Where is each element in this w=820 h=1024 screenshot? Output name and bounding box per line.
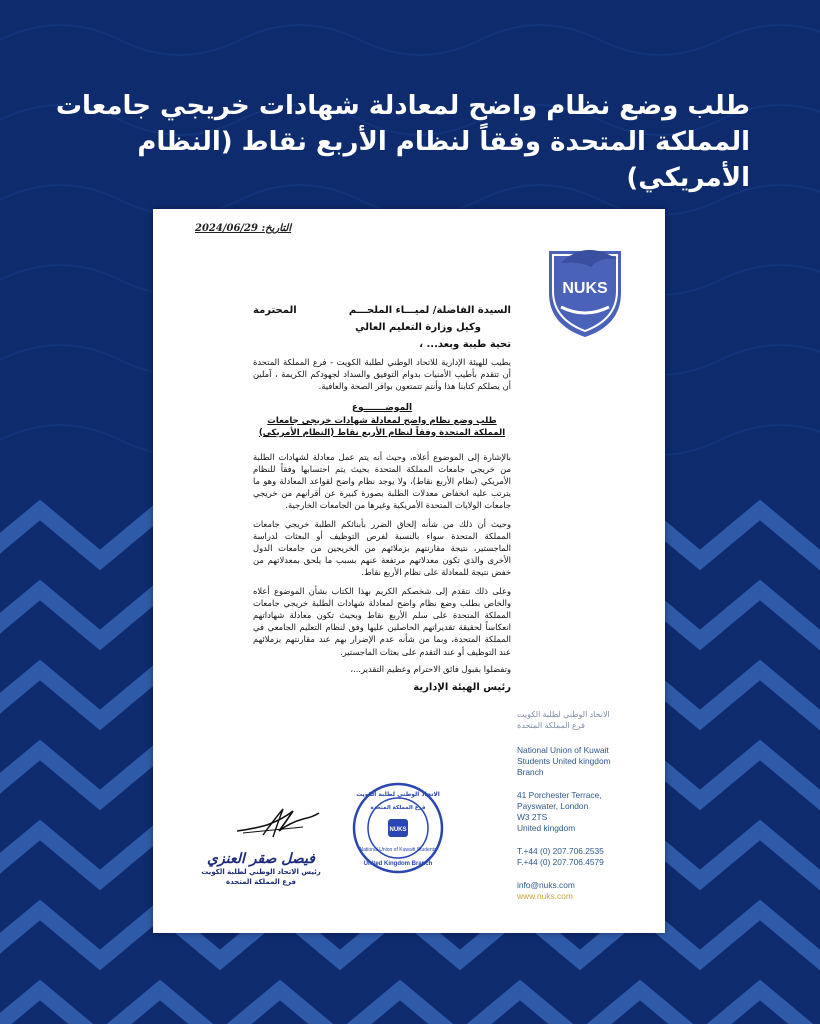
headline-line-2: المملكة المتحدة وفقاً لنظام الأربع نقاط (النظام الأمريكي) xyxy=(137,127,750,193)
recipient-honorific: المحترمة xyxy=(253,305,297,316)
paragraph-2: وحيث أن ذلك من شأنه إلحاق الضرر بأبنائكم الطلبة خريجي جامعات المملكة المتحدة سواء بالنسبة لفرص التوظيف أو البعثات لدراسة الماجستير، نتيجة مقارنتهم بزملائهم من الخريجين من جامعات الدول الأخرى والذي تكون معدلاتهم مرتفعة عنهم بسبب ما يلحق بمعدلاتهم من خفض نتيجة للمعادلة على نظام الأربع نقاط. xyxy=(253,518,511,578)
subject-line: طلب وضع نظام واضح لمعادلة شهادات خريجي جامعات المملكة المتحدة وفقاً لنظام الأربع نقاط (النظام الأمريكي) xyxy=(258,415,506,438)
headline-line-1: طلب وضع نظام واضح لمعادلة شهادات خريجي جامعات xyxy=(55,91,750,121)
official-stamp xyxy=(351,781,445,875)
org-name-1: National Union of Kuwait xyxy=(517,745,609,755)
intro-paragraph: يطيب للهيئة الإدارية للاتحاد الوطني لطلبة الكويت - فرع المملكة المتحدة أن تتقدم بأطيب الأمنيات بدوام التوفيق والسداد لجهودكم الكريمة ، آملين أن يصلكم كتابنا هذا وأنتم تتمتعون بوافر الصحة والعافية. xyxy=(253,357,511,392)
fax-number: F.+44 (0) 207.706.4579 xyxy=(517,857,604,867)
stamp-logo-text: NUKS xyxy=(389,827,407,833)
address-line-3: W3 2TS xyxy=(517,812,548,822)
contact-sidebar xyxy=(517,709,657,902)
subject-label: الموضـــــــوع xyxy=(351,402,413,413)
signatory-role: رئيس الاتحاد الوطني لطلبة الكويت xyxy=(201,868,321,876)
org-name-3: Branch xyxy=(517,767,544,777)
address-line-2: Payswater, London xyxy=(517,801,589,811)
sidebar-arabic-org xyxy=(517,709,657,731)
website-link: www.nuks.com xyxy=(517,891,573,901)
signatory-title: رئيس الهيئة الإدارية xyxy=(413,681,511,693)
stamp-english-branch: United Kingdom Branch xyxy=(363,861,433,867)
sidebar-ar-line-1: الاتحاد الوطني لطلبة الكويت xyxy=(517,710,610,719)
recipient-name: السيدة الفاضلة/ لميـــاء الملحـــم xyxy=(348,305,511,316)
org-name-2: Students United kingdom xyxy=(517,756,611,766)
address-line-4: United kingdom xyxy=(517,823,576,833)
handwritten-signature xyxy=(233,801,323,841)
stamp-arabic-top: الاتحاد الوطني لطلبة الكويت xyxy=(356,791,440,798)
paragraph-1: بالإشارة إلى الموضوع أعلاه، وحيث أنه يتم عمل معادلة لشهادات الطلبة من خريجي جامعات المملكة المتحدة بحيث يتم احتسابها وفقاً للنظام الأمريكي (نظام الأربع نقاط)، ولا يوجد نظام واضح لقواعد المعادلة وهو ما يترتب عليه انخفاض معدلات الطلبة بصورة كبيرة عن أقرانهم من خريجي جامعات الولايات المتحدة الأمريكية وغيرها من الجامعات الخارجية. xyxy=(253,451,511,511)
signatory-branch: فرع المملكة المتحدة xyxy=(226,878,296,886)
signatory-block xyxy=(201,851,321,887)
letter-body xyxy=(253,303,511,693)
recipient-line xyxy=(253,305,511,316)
address-line-1: 41 Porchester Terrace, xyxy=(517,790,602,800)
letter-date: التاريخ: 2024/06/29 xyxy=(195,223,292,234)
recipient-title: وكيل وزارة التعليم العالي xyxy=(355,322,481,333)
page-headline xyxy=(40,88,750,196)
closing-line: وتفضلوا بقبول فائق الاحترام وعظيم التقدير...، xyxy=(350,663,511,674)
letter-document xyxy=(153,209,665,933)
nuks-logo-icon xyxy=(539,233,631,341)
stamp-arabic-mid: فرع المملكة المتحدة xyxy=(370,805,426,811)
phone-number: T.+44 (0) 207.706.2535 xyxy=(517,846,604,856)
signatory-name: فيصل صقر العنزي xyxy=(207,851,315,867)
paragraph-3: وعلى ذلك نتقدم إلى شخصكم الكريم بهذا الكتاب بشأن الموضوع أعلاه والخاص بطلب وضع نظام واضح لمعادلة شهادات الطلبة خريجي جامعات المملكة المتحدة على سلم الأربع نقاط وبحيث تكون معادلة شهاداتهم انعكاساً لحقيقة تقديراتهم الحاصلين عليها وفق لنظام التعليم الجامعي في المملكة المتحدة، وبما من شأنه عدم الإضرار بهم عند مقارنتهم بزملائهم عند التوظيف أو عند التقدم على بعثات الماجستير. xyxy=(253,585,511,657)
greeting: تحية طيبة وبعد... ، xyxy=(419,339,511,350)
stamp-english: National Union of Kuwaiti Students xyxy=(359,847,437,853)
email-address: info@nuks.com xyxy=(517,880,575,890)
sidebar-ar-line-2: فرع المملكة المتحدة xyxy=(517,721,585,730)
logo-text: NUKS xyxy=(562,280,608,297)
